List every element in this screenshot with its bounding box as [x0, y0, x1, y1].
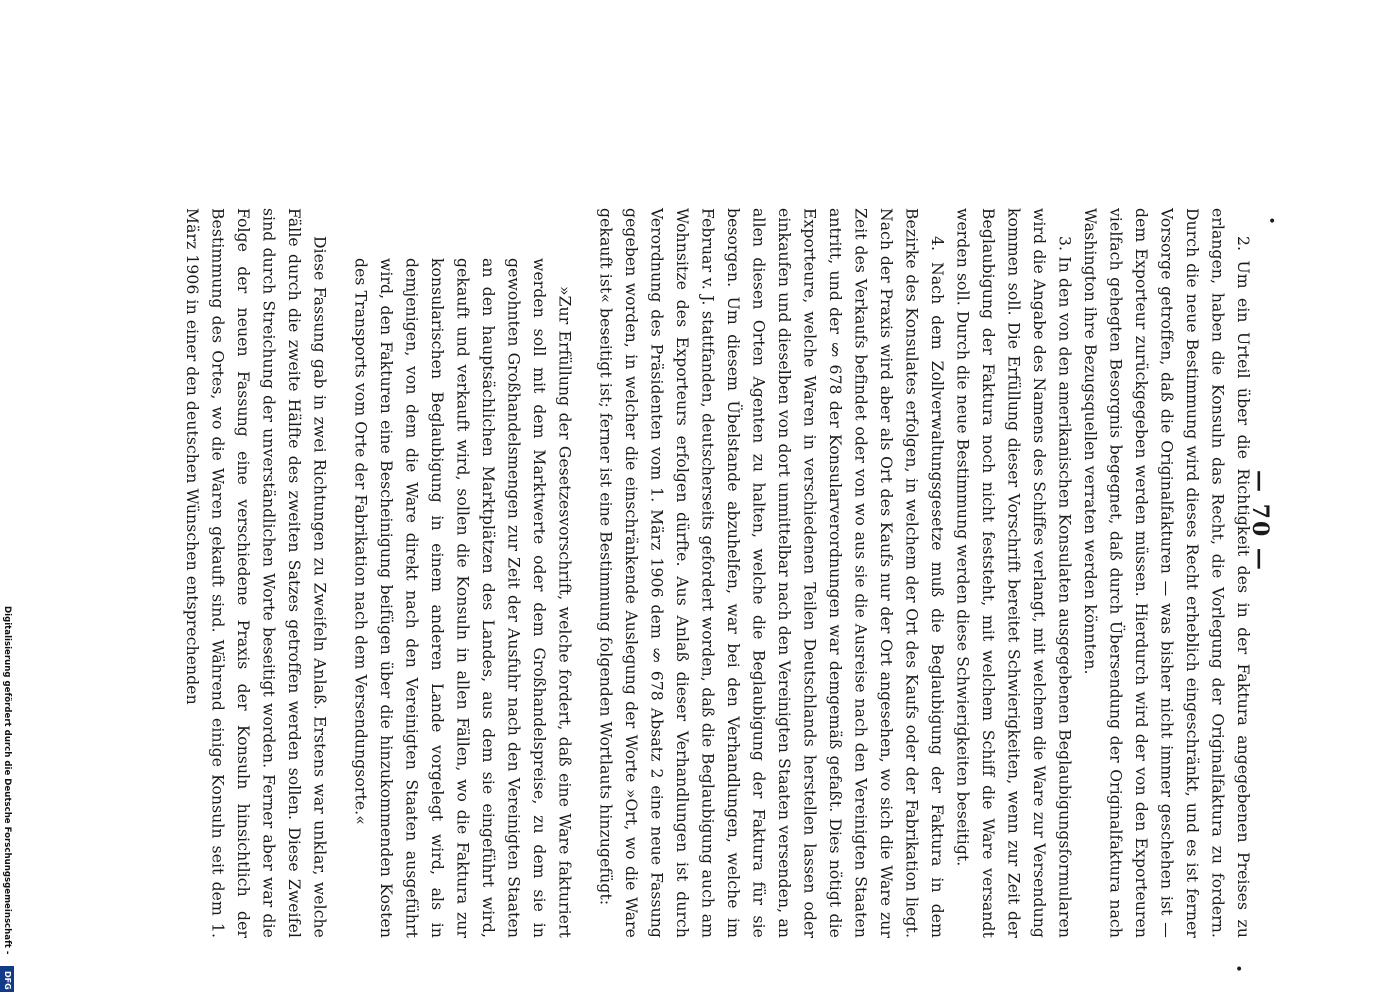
paragraph-closing: Diese Fassung gab in zwei Richtungen zu Zweifeln Anlaß. Erstens war unklar, welche Fälle durch die zweite Hälfte des zweiten Satzes getroffen werden sollen. Diese Zweifel sind durch Streichung der unverständlichen Worte beseitigt worden. Ferner aber war die Folge der neuen Fassung eine verschiedene Praxis der Konsuln hinsichtlich der Bestimmung des Ortes, wo die Waren gekauft sind. Während einige Konsuln seit dem 1. März 1906 in einer den deutschen Wünschen entsprechenden [182, 208, 329, 938]
scan-mark: • [1268, 214, 1277, 230]
paragraph-4: 4. Nach dem Zollverwaltungsgesetze muß die Beglaubigung der Faktura in dem Bezirke des Konsulates erfolgen, in welchem der Ort des Kaufs oder der Fabrikation liegt. Nach der Praxis wird aber als Ort des Kaufs nur der Ort angesehen, wo sich die Ware zur Zeit des Verkaufs befindet oder von wo aus sie die Ausreise nach den Vereinigten Staaten antritt, und der § 678 der Konsularverordnungen war demgemäß gefaßt. Dies nötigt die Exporteure, welche Waren in verschiedenen Teilen Deutschlands herstellen lassen oder einkaufen und dieselben von dort unmittelbar nach den Vereinigten Staaten versenden, an allen diesen Orten Agenten zu halten, welche die Beglaubigung der Faktura für sie besorgen. Um diesem Übelstande abzuhelfen, war bei den Verhandlungen, welche im Februar v. J. stattfanden, deutscherseits gefordert worden, daß die Beglaubigung auch am Wohnsitze des Exporteurs erfolgen dürfte. Aus Anlaß dieser Verhandlungen ist durch Verordnung des Präsidenten vom 1. März 1906 dem § 678 Absatz 2 eine neue Fassung gegeben worden, in welcher die einschränkende Auslegung der Worte »Ort, wo die Ware gekauft ist« beseitigt ist; ferner ist eine Bestimmung folgenden Wortlauts hinzugefügt: [596, 208, 946, 938]
page-number: — 70 — [1247, 470, 1273, 572]
footer-credit: Digitalisierung gefördert durch die Deutsche Forschungsgemeinschaft - [2, 606, 12, 955]
dfg-logo: DFG [0, 966, 14, 992]
scan-mark: • [1235, 962, 1244, 978]
paragraph-2: 2. Um ein Urteil über die Richtigkeit des in der Faktura angegebenen Preises zu erlangen, haben die Konsuln das Recht, die Vorlegung der Originalfaktura zu fordern. Durch die neue Bestimmung wird dieses Recht erheblich eingeschränkt, und es ist ferner Vorsorge getroffen, daß die Originalfakturen — was bisher nicht immer geschehen ist — dem Exporteur zurückgegeben werden müssen. Hierdurch wird der von den Exporteuren vielfach gehegten Besorgnis begegnet, daß durch Übersendung der Originalfaktura nach Washington ihre Bezugsquellen verraten werden könnten. [1081, 208, 1252, 938]
paragraph-3: 3. In den von den amerikanischen Konsulaten ausgegebenen Beglaubigungsformularen wird die Angabe des Namens des Schiffes verlangt, mit welchem die Ware zur Versendung kommen soll. Die Erfüllung dieser Vorschrift bereitet Schwierigkeiten, wenn zur Zeit der Beglaubigung der Faktura noch nicht feststeht, mit welchem Schiff die Ware versandt werden soll. Durch die neue Bestimmung werden diese Schwierigkeiten beseitigt. [953, 208, 1074, 938]
document-page [165, 208, 1255, 938]
block-quote: »Zur Erfüllung der Gesetzesvorschrift, welche fordert, daß eine Ware fakturiert werden soll mit dem Marktwerte oder dem Großhandelspreise, zu dem sie in gewohnten Großhandelsmengen zur Zeit der Ausfuhr nach den Vereinigten Staaten an den hauptsächlichen Marktplätzen des Landes, aus dem sie eingeführt wird, gekauft und verkauft wird, sollen die Konsuln in allen Fällen, wo die Faktura zur konsularischen Beglaubigung in einem anderen Lande vorgelegt wird, als in demjenigen, von dem die Ware direkt nach den Vereinigten Staaten ausgeführt wird, den Fakturen eine Bescheinigung beifügen über die hinzukommenden Kosten des Transports vom Orte der Fabrikation nach dem Versendungsorte.« [351, 258, 574, 938]
